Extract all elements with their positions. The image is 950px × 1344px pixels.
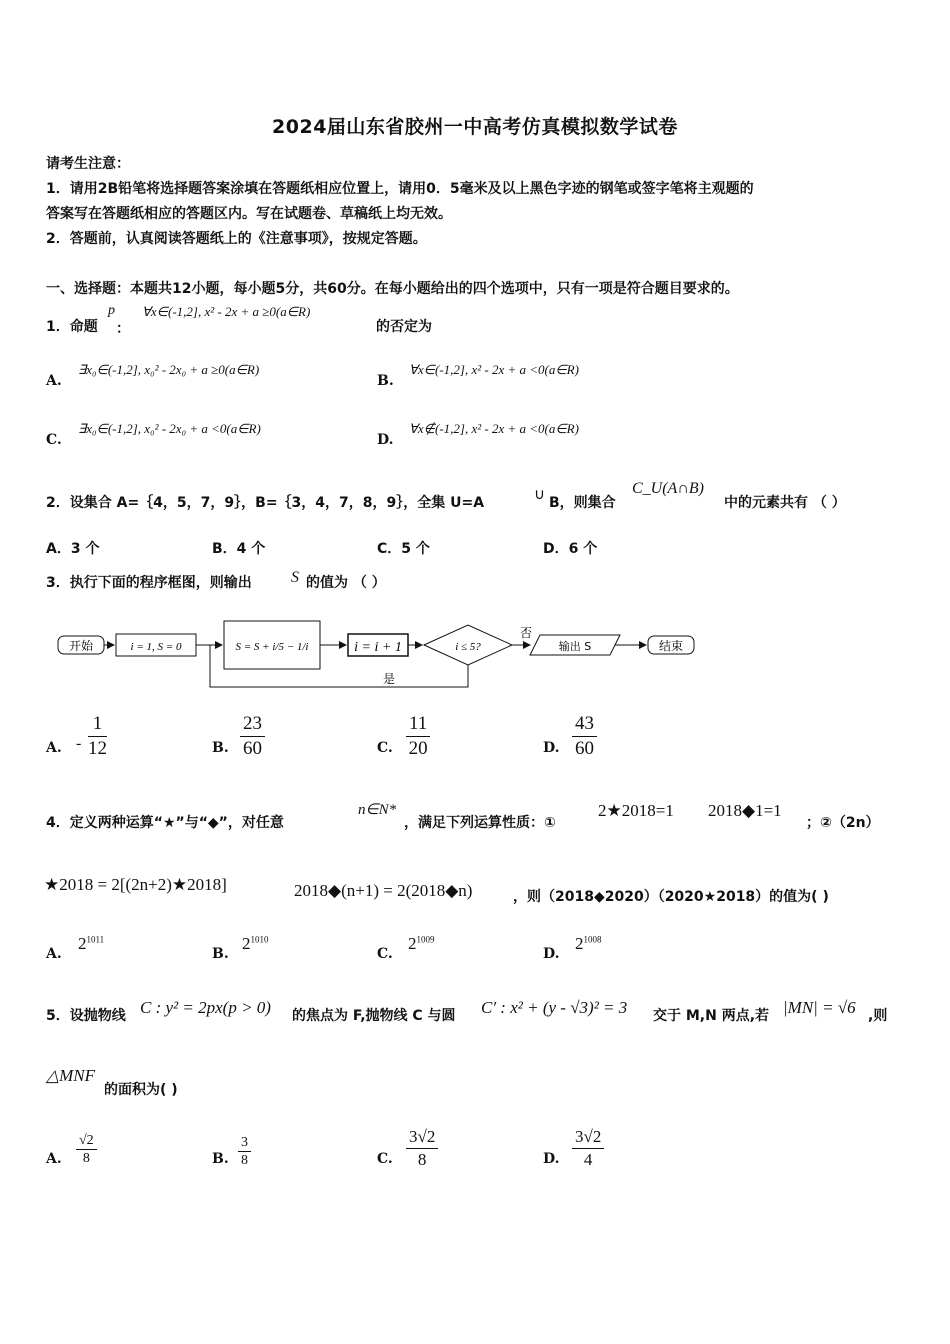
q3-option-c-fraction: $\frac{11}{20}$ [406, 712, 430, 761]
q4-option-b-label: B. [212, 946, 229, 962]
q5-option-d-fraction: $\frac{3√2}{4}$ [572, 1126, 604, 1171]
q3-option-c-label: C. [377, 740, 393, 756]
q3-option-a-fraction: $\frac{1}{12}$ [88, 713, 107, 759]
q4-line-1b: ，满足下列运算性质：① [404, 815, 556, 831]
q2-option-c: C．5 个 [377, 541, 430, 557]
q1-colon: ： [116, 321, 130, 337]
q3-option-d-fraction: $\frac{43}{60}$ [572, 712, 597, 761]
q4-option-d-label: D. [543, 946, 560, 962]
q4-option-d: $2^{1008}$ [575, 934, 602, 953]
q5-triangle: △MNF [46, 1066, 95, 1085]
q4-option-c-label: C. [377, 946, 393, 962]
q1-option-c-label: C. [46, 432, 62, 448]
q1-option-d-label: D. [377, 432, 394, 448]
q1-suffix: 的否定为 [376, 319, 432, 335]
q3-option-b-fraction: $\frac{23}{60}$ [240, 712, 265, 761]
q3-option-b-label: B. [212, 740, 229, 756]
section-heading: 一、选择题：本题共12小题，每小题5分，共60分。在每小题给出的四个选项中，只有一项是符合题目要求的。 [46, 281, 739, 297]
q5-line-1c: 交于 M,N 两点,若 [653, 1008, 770, 1024]
q3-text: 3．执行下面的程序框图，则输出 [46, 575, 252, 591]
notice-heading: 请考生注意： [46, 156, 130, 172]
svg-text:S = S + i/5 − 1/i: S = S + i/5 − 1/i [235, 641, 309, 653]
q3-suffix: 的值为 （ ） [306, 575, 386, 591]
q2-text-2: B，则集合 [549, 495, 616, 511]
q5-option-b-fraction: $\frac{3}{8}$ [238, 1134, 251, 1169]
q2-option-b: B．4 个 [212, 541, 266, 557]
q4-expr-2: 2018◆1=1 [708, 801, 782, 820]
q1-prefix: 1．命题 [46, 319, 98, 335]
flowchart [50, 615, 710, 695]
q4-expr-3: ；②（2n） [806, 815, 880, 831]
q5-option-a-label: A. [46, 1151, 62, 1167]
q4-option-a: $2^{1011}$ [78, 934, 105, 953]
q1-option-b-label: B. [377, 373, 394, 389]
q5-line-2: 的面积为( ) [104, 1082, 178, 1098]
q1-option-a-label: A. [46, 373, 62, 389]
q5-option-d-label: D. [543, 1151, 560, 1167]
q5-curve-1: C : y² = 2px(p > 0) [140, 998, 271, 1017]
q3-s: S [291, 569, 299, 586]
svg-text:i = i + 1: i = i + 1 [354, 640, 402, 655]
q4-line-2b: 2018◆(n+1) = 2(2018◆n) [294, 881, 473, 900]
q2-cup: ∪ [534, 487, 545, 503]
notice-line-1a: 1．请用2B铅笔将选择题答案涂填在答题纸相应位置上，请用0．5毫米及以上黑色字迹的钢笔或签字笔将主观题的 [46, 181, 754, 197]
q5-option-c-label: C. [377, 1151, 393, 1167]
q2-suffix: 中的元素共有 （ ） [724, 495, 846, 511]
q2-text: 2．设集合 A=｛4，5，7，9｝，B=｛3，4，7，8，9｝，全集 U=A [46, 495, 485, 511]
q1-statement: ∀x∈(-1,2], x² - 2x + a ≥0(a∈R) [142, 304, 311, 319]
q5-option-a-fraction: $\frac{√2}{8}$ [76, 1132, 97, 1167]
svg-text:i ≤ 5?: i ≤ 5? [455, 641, 481, 653]
q1-option-d: ∀x∉(-1,2], x² - 2x + a <0(a∈R) [409, 421, 579, 436]
q5-curve-2: C′ : x² + (y - √3)² = 3 [481, 998, 628, 1017]
q3-option-d-label: D. [543, 740, 560, 756]
q4-line-2c: ，则（2018◆2020）（2020★2018）的值为( ) [513, 889, 829, 905]
svg-text:否: 否 [519, 626, 533, 640]
q4-expr-1: 2★2018=1 [598, 801, 674, 820]
q5-mn: |MN| = √6 [783, 998, 856, 1017]
q4-option-b: $2^{1010}$ [242, 934, 269, 953]
svg-text:输出 S: 输出 S [558, 640, 592, 653]
q3-option-a-label: A. [46, 740, 62, 756]
q4-line-2a: ★2018 = 2[(2n+2)★2018] [44, 875, 227, 894]
q5-line-1b: 的焦点为 F,抛物线 C 与圆 [292, 1008, 456, 1024]
q4-line-1: 4．定义两种运算“★”与“◆”，对任意 [46, 815, 284, 831]
q5-option-b-label: B. [212, 1151, 229, 1167]
q1-p: p [108, 303, 115, 318]
notice-line-1b: 答案写在答题纸相应的答题区内。写在试题卷、草稿纸上均无效。 [46, 206, 452, 222]
q5-option-c-fraction: $\frac{3√2}{8}$ [406, 1126, 438, 1171]
svg-text:开始: 开始 [68, 639, 94, 653]
q4-n: n∈N* [358, 802, 397, 818]
q1-option-c: ∃x₀∈(-1,2], x₀² - 2x₀ + a <0(a∈R) [78, 421, 261, 436]
svg-text:结束: 结束 [658, 639, 684, 653]
q1-option-a: ∃x₀∈(-1,2], x₀² - 2x₀ + a ≥0(a∈R) [78, 362, 260, 377]
svg-text:是: 是 [382, 672, 396, 686]
q4-option-a-label: A. [46, 946, 62, 962]
q2-option-d: D．6 个 [543, 541, 598, 557]
page-title: 2024届山东省胶州一中高考仿真模拟数学试卷 [272, 116, 678, 138]
q5-line-1d: ,则 [868, 1008, 888, 1024]
q1-option-b: ∀x∈(-1,2], x² - 2x + a <0(a∈R) [409, 362, 579, 377]
q5-line-1a: 5．设抛物线 [46, 1008, 126, 1024]
svg-text:i = 1, S = 0: i = 1, S = 0 [130, 641, 182, 653]
q2-option-a: A．3 个 [46, 541, 100, 557]
q3-option-a-sign: - [76, 735, 82, 752]
q2-expression: C_U(A∩B) [632, 480, 704, 497]
q4-option-c: $2^{1009}$ [408, 934, 435, 953]
notice-line-2: 2．答题前，认真阅读答题纸上的《注意事项》，按规定答题。 [46, 231, 427, 247]
